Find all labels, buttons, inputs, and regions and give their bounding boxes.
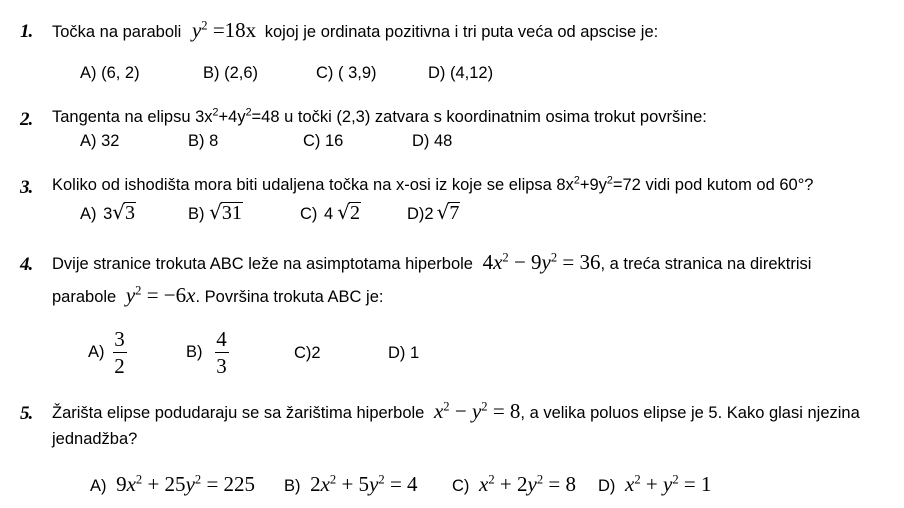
answer-option-d[interactable]: D) 1 bbox=[388, 344, 420, 362]
answer-option-c[interactable]: C) ( 3,9) bbox=[316, 64, 377, 82]
question-text: Točka na paraboli $y^2 =18x$ kojoj je ordinata pozitivna i tri puta veća od apscise je: bbox=[52, 18, 659, 42]
question-text: Žarišta elipse podudaraju se sa žarištima hiperbole $x^2 - y^2 = 8$, a velika poluos elipse je 5. Kako glasi njezina bbox=[52, 399, 860, 423]
fraction: $\frac{4}{3}$ bbox=[216, 327, 227, 379]
equation: $x^2 + y^2 = 1$ bbox=[625, 472, 712, 496]
answer-option-a[interactable]: A) 3√3 bbox=[80, 200, 136, 224]
answer-option-b[interactable]: B) (2,6) bbox=[203, 64, 259, 82]
question-number: 4. bbox=[20, 254, 33, 275]
question-text-line-2: parabole $y^2 = -6x$. Površina trokuta ABC je: bbox=[52, 283, 384, 307]
answer-option-c[interactable]: C) $x^2 + 2y^2 = 8$ bbox=[452, 472, 576, 496]
sqrt: √31 bbox=[209, 200, 242, 224]
sqrt: √7 bbox=[436, 200, 460, 224]
equation: $x^2 - y^2 = 8$ bbox=[433, 399, 521, 423]
question-text: Koliko od ishodišta mora biti udaljena točka na x-osi iz koje se elipsa $8x^2+9y^2=72$ vidi pod kutom od 60°? bbox=[52, 174, 814, 194]
question-text: Dvije stranice trokuta ABC leže na asimptotama hiperbole $4x^2 - 9y^2 = 36$, a treća stranica na direktrisi bbox=[52, 250, 812, 274]
answer-option-a[interactable]: A) 32 bbox=[80, 132, 120, 150]
question-number: 5. bbox=[20, 403, 33, 424]
answer-option-c[interactable]: C)2 bbox=[294, 344, 321, 362]
answer-option-b[interactable]: B) 8 bbox=[188, 132, 219, 150]
equation: $y^2 = -6x$ bbox=[125, 283, 196, 307]
answer-option-c[interactable]: C) 4 √2 bbox=[300, 200, 360, 224]
equation: $y^2 =18x$ bbox=[191, 18, 257, 42]
equation: $4x^2 - 9y^2 = 36$ bbox=[482, 250, 601, 274]
answer-option-a[interactable]: A) $9x^2 + 25y^2 = 225$ bbox=[90, 472, 256, 496]
fraction: $\frac{3}{2}$ bbox=[114, 327, 125, 379]
answer-option-d[interactable]: D) (4,12) bbox=[428, 64, 494, 82]
answer-option-b[interactable]: B) $2x^2 + 5y^2 = 4$ bbox=[284, 472, 418, 496]
question-number: 3. bbox=[20, 177, 33, 198]
question-text-line-2: jednadžba? bbox=[52, 430, 138, 448]
answer-option-a[interactable]: A) (6, 2) bbox=[80, 64, 140, 82]
answer-option-d[interactable]: D)2 √7 bbox=[407, 200, 460, 224]
answer-option-b[interactable]: B) $\frac{4}{3}$ bbox=[186, 327, 227, 379]
question-text: Tangenta na elipsu $3x^2+4y^2=48$ u točki (2,3) zatvara s koordinatnim osima trokut površine: bbox=[52, 106, 707, 126]
question-number: 2. bbox=[20, 109, 33, 130]
answer-option-c[interactable]: C) 16 bbox=[303, 132, 344, 150]
equation: $9x^2 + 25y^2 = 225$ bbox=[116, 472, 256, 496]
sqrt: √2 bbox=[337, 200, 360, 224]
equation: $2x^2 + 5y^2 = 4$ bbox=[310, 472, 418, 496]
answer-option-d[interactable]: D) 48 bbox=[412, 132, 453, 150]
sqrt: √3 bbox=[112, 200, 136, 224]
question-number: 1. bbox=[20, 21, 33, 42]
equation: $x^2 + 2y^2 = 8$ bbox=[479, 472, 576, 496]
answer-option-b[interactable]: B) √31 bbox=[188, 200, 242, 224]
answer-option-d[interactable]: D) $x^2 + y^2 = 1$ bbox=[598, 472, 712, 496]
answer-option-a[interactable]: A) $\frac{3}{2}$ bbox=[88, 327, 125, 379]
